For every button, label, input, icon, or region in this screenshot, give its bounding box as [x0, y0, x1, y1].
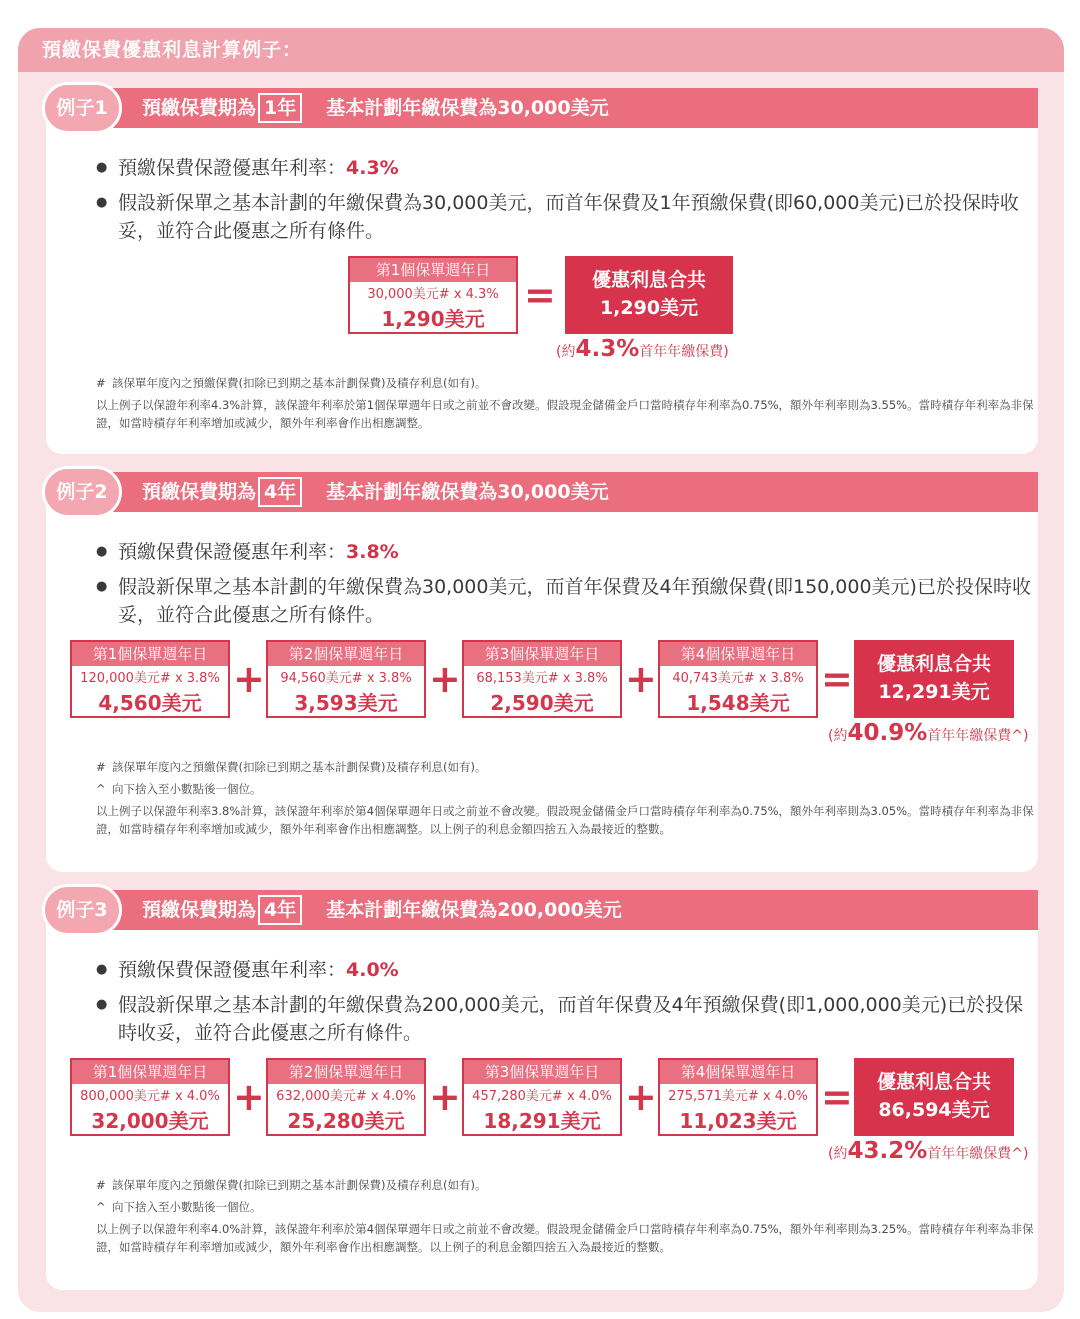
approx-percentage: (約4.3%首年年繳保費)	[556, 336, 729, 362]
plus-sign: +	[233, 657, 265, 701]
assumption-bullet: ● 假設新保單之基本計劃的年繳保費為30,000美元，而首年保費及4年預繳保費(即150,000美元)已於投保時收妥，並符合此優惠之所有條件。	[96, 573, 1036, 629]
bullet-list	[96, 154, 1036, 252]
year-box-4: 第4個保單週年日 275,571美元# x 4.0% 11,023美元	[658, 1058, 818, 1136]
year-box-1: 第1個保單週年日 120,000美元# x 3.8% 4,560美元	[70, 640, 230, 718]
year-box-3: 第3個保單週年日 457,280美元# x 4.0% 18,291美元	[462, 1058, 622, 1136]
footnotes: # 該保單年度內之預繳保費(扣除已到期之基本計劃保費)及積存利息(如有)。 ^ 向下捨入至小數點後一個位。 以上例子以保證年利率4.0%計算，該保證年利率於第4個保單週年日或之前並不會改變。假設現金儲備金戶口當時積存年利率為0.75%，額外年利率則為3.25%。當時積存年利率為非保證，如當時積存年利率增加或減少，額外年利率會作出相應調整。以上例子的利息金額四捨五入為最接近的整數。	[96, 1178, 1034, 1254]
year-box-2: 第2個保單週年日 94,560美元# x 3.8% 3,593美元	[266, 640, 426, 718]
plus-sign: +	[625, 1075, 657, 1119]
plus-sign: +	[625, 657, 657, 701]
approx-percentage: (約40.9%首年年繳保費^)	[828, 720, 1029, 746]
example-badge: 例子1	[42, 82, 122, 134]
total-box: 優惠利息合共 12,291美元	[854, 640, 1014, 718]
rate-bullet: ● 預繳保費保證優惠年利率：4.3%	[96, 154, 1036, 182]
year-box-2: 第2個保單週年日 632,000美元# x 4.0% 25,280美元	[266, 1058, 426, 1136]
example-title: 預繳保費期為 4年 基本計劃年繳保費為200,000美元	[142, 890, 622, 930]
approx-percentage: (約43.2%首年年繳保費^)	[828, 1138, 1029, 1164]
bullet-list	[96, 956, 1036, 1054]
examples-panel	[18, 28, 1064, 1312]
footnotes: # 該保單年度內之預繳保費(扣除已到期之基本計劃保費)及積存利息(如有)。 以上例子以保證年利率4.3%計算，該保證年利率於第1個保單週年日或之前並不會改變。假設現金儲備金戶口當時積存年利率為0.75%，額外年利率則為3.55%。當時積存年利率為非保證，如當時積存年利率增加或減少，額外年利率會作出相應調整。	[96, 376, 1034, 430]
example-title: 預繳保費期為 1年 基本計劃年繳保費為30,000美元	[142, 88, 609, 128]
rate-bullet: ● 預繳保費保證優惠年利率：3.8%	[96, 538, 1036, 566]
example-header	[56, 890, 1038, 930]
footnotes: # 該保單年度內之預繳保費(扣除已到期之基本計劃保費)及積存利息(如有)。 ^ 向下捨入至小數點後一個位。 以上例子以保證年利率3.8%計算，該保證年利率於第4個保單週年日或之前並不會改變。假設現金儲備金戶口當時積存年利率為0.75%，額外年利率則為3.05%。當時積存年利率為非保證，如當時積存年利率增加或減少，額外年利率會作出相應調整。以上例子的利息金額四捨五入為最接近的整數。	[96, 760, 1034, 836]
plus-sign: +	[233, 1075, 265, 1119]
example-badge: 例子3	[42, 884, 122, 936]
equals-sign: =	[524, 273, 556, 317]
total-box: 優惠利息合共 86,594美元	[854, 1058, 1014, 1136]
example-badge: 例子2	[42, 466, 122, 518]
example-card-3	[46, 890, 1038, 1290]
year-box-3: 第3個保單週年日 68,153美元# x 3.8% 2,590美元	[462, 640, 622, 718]
example-header	[56, 472, 1038, 512]
assumption-bullet: ● 假設新保單之基本計劃的年繳保費為200,000美元，而首年保費及4年預繳保費(即1,000,000美元)已於投保時收妥，並符合此優惠之所有條件。	[96, 991, 1036, 1047]
rate-bullet: ● 預繳保費保證優惠年利率：4.0%	[96, 956, 1036, 984]
example-card-2	[46, 472, 1038, 872]
plus-sign: +	[429, 657, 461, 701]
total-box: 優惠利息合共 1,290美元	[565, 256, 733, 334]
year-box-1: 第1個保單週年日 30,000美元# x 4.3% 1,290美元	[348, 256, 518, 334]
plus-sign: +	[429, 1075, 461, 1119]
year-box-1: 第1個保單週年日 800,000美元# x 4.0% 32,000美元	[70, 1058, 230, 1136]
year-box-4: 第4個保單週年日 40,743美元# x 3.8% 1,548美元	[658, 640, 818, 718]
example-title: 預繳保費期為 4年 基本計劃年繳保費為30,000美元	[142, 472, 609, 512]
panel-title: 預繳保費優惠利息計算例子：	[18, 28, 1064, 72]
assumption-bullet: ● 假設新保單之基本計劃的年繳保費為30,000美元，而首年保費及1年預繳保費(即60,000美元)已於投保時收妥，並符合此優惠之所有條件。	[96, 189, 1036, 245]
bullet-list	[96, 538, 1036, 636]
equals-sign: =	[821, 1075, 853, 1119]
example-header	[56, 88, 1038, 128]
example-card-1	[46, 88, 1038, 454]
equals-sign: =	[821, 657, 853, 701]
